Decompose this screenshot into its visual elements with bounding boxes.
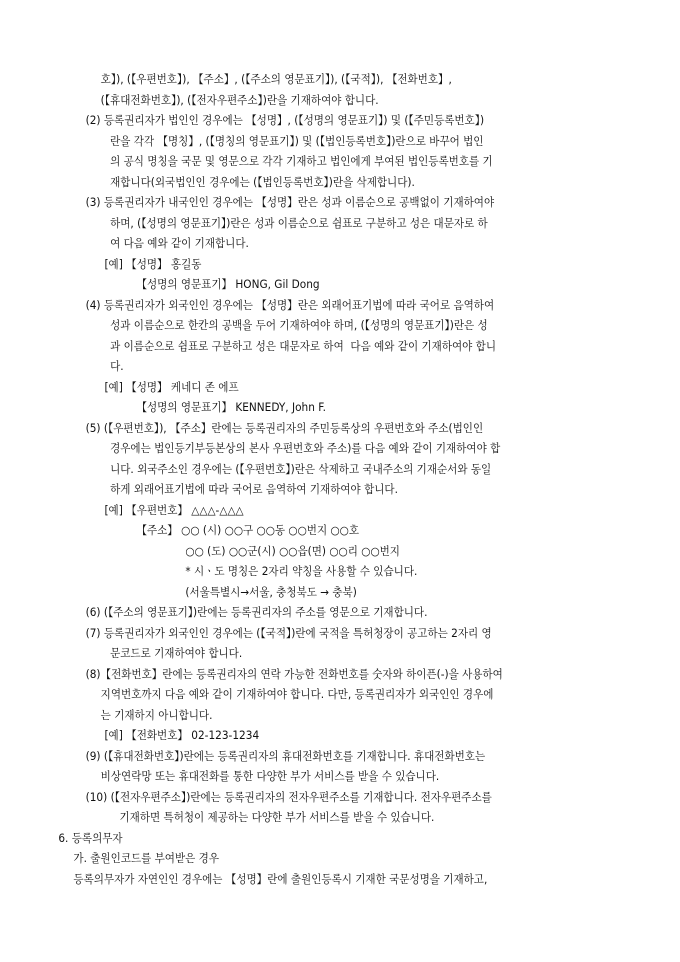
text-line: (7) 등록권리자가 외국인인 경우에는 (【국적】)란에 국적을 특허청장이 공고하는 2자리 영: [85, 626, 492, 640]
text-line: [예] 【우편번호】 △△△-△△△: [104, 503, 244, 517]
text-line: 호】), (【우편번호】), 【주소】, (【주소의 영문표기】), (【국적】), 【전화번호】,: [100, 73, 452, 86]
text-line: [예] 【전화번호】 02-123-1234: [104, 729, 260, 742]
text-line: (5) (【우편번호】), 【주소】란에는 등록권리자의 주민등록상의 우편번호와 주소(법인인: [85, 421, 484, 435]
text-line: 지역번호까지 다음 예와 같이 기재하여야 합니다. 다만, 등록권리자가 외국인인 경우에: [100, 688, 494, 701]
text-line: 성과 이름순으로 한칸의 공백을 두어 기재하여야 하며, (【성명의 영문표기】)란은 성: [110, 319, 488, 332]
text-line: 하며, (【성명의 영문표기】)란은 성과 이름순으로 쉼표로 구분하고 성은 대문자로 하: [110, 216, 488, 230]
text-line: (8)【전화번호】란에는 등록권리자의 연락 가능한 전화번호를 숫자와 하이픈(-)을 사용하여: [85, 667, 503, 681]
text-line: ○○ (도) ○○군(시) ○○읍(면) ○○리 ○○번지: [185, 544, 400, 558]
text-line: [예] 【성명】 홍길동: [104, 257, 202, 271]
text-line: 여 다음 예와 같이 기재합니다.: [110, 237, 249, 250]
text-line: 니다. 외국주소인 경우에는 (【우편번호】)란은 삭제하고 국내주소의 기재순서와 동일: [110, 462, 492, 476]
text-line: 비상연락망 또는 휴대전화를 통한 다양한 부가 서비스를 받을 수 있습니다.: [100, 770, 440, 783]
text-line: 문코드로 기재하여야 합니다.: [110, 647, 243, 660]
text-line: (3) 등록권리자가 내국인인 경우에는 【성명】란은 성과 이름순으로 공백없이 기재하여야: [85, 196, 495, 209]
text-line: 는 기재하지 아니합니다.: [100, 708, 213, 722]
text-line: * 시ㆍ도 명칭은 2자리 약칭을 사용할 수 있습니다.: [185, 565, 418, 578]
text-line: (2) 등록권리자가 법인인 경우에는 【성명】, (【성명의 영문표기】) 및 (【주민등록번호】): [85, 114, 485, 127]
text-line: (9) (【휴대전화번호】)란에는 등록권리자의 휴대전화번호를 기재합니다. 휴대전화번호는: [85, 749, 486, 763]
text-line: 경우에는 법인등기부등본상의 본사 우편번호와 주소)를 다음 예와 같이 기재하여야 합: [110, 442, 501, 455]
text-line: 【성명의 영문표기】 HONG, Gil Dong: [136, 278, 320, 291]
text-line: 다.: [110, 360, 124, 373]
text-line: 가. 출원인코드를 부여받은 경우: [73, 852, 219, 865]
text-line: 과 이름순으로 쉼표로 구분하고 성은 대문자로 하여 다음 예와 같이 기재하여야 합니: [110, 339, 497, 353]
text-line: [예] 【성명】 케네디 존 에프: [104, 380, 239, 394]
text-line: 하게 외래어표기법에 따라 국어로 음역하여 기재하여야 합니다.: [110, 483, 398, 496]
text-line: 란을 각각 【명칭】, (【명칭의 영문표기】) 및 (【법인등록번호】)란으로 바꾸어 법인: [110, 134, 484, 148]
text-line: 【주소】 ○○ (시) ○○구 ○○동 ○○번지 ○○호: [136, 524, 360, 537]
text-line: 【성명의 영문표기】 KENNEDY, John F.: [136, 401, 326, 414]
text-line: (서울특별시→서울, 충청북도 → 충북): [185, 585, 357, 599]
text-line: 의 공식 명칭을 국문 및 영문으로 각각 기재하고 법인에게 부여된 법인등록번호를 기: [110, 155, 493, 168]
text-line: 기재하면 특허청이 제공하는 다양한 부가 서비스를 받을 수 있습니다.: [119, 811, 435, 824]
text-line: (10) (【전자우편주소】)란에는 등록권리자의 전자우편주소를 기재합니다. 전자우편주소를: [85, 790, 492, 804]
text-line: 재합니다(외국법인인 경우에는 (【법인등록번호】)란을 삭제합니다).: [110, 175, 415, 189]
text-line: (【휴대전화번호】), (【전자우편주소】)란을 기재하여야 합니다.: [100, 93, 379, 107]
text-line: 6. 등록의무자: [58, 831, 123, 845]
document-page: [0, 70, 680, 890]
text-line: (4) 등록권리자가 외국인인 경우에는 【성명】란은 외래어표기법에 따라 국어로 음역하여: [85, 298, 495, 312]
text-line: 등록의무자가 자연인인 경우에는 【성명】란에 출원인등록시 기재한 국문성명을 기재하고,: [73, 872, 488, 886]
text-line: (6) (【주소의 영문표기】)란에는 등록권리자의 주소를 영문으로 기재합니다.: [85, 606, 428, 619]
